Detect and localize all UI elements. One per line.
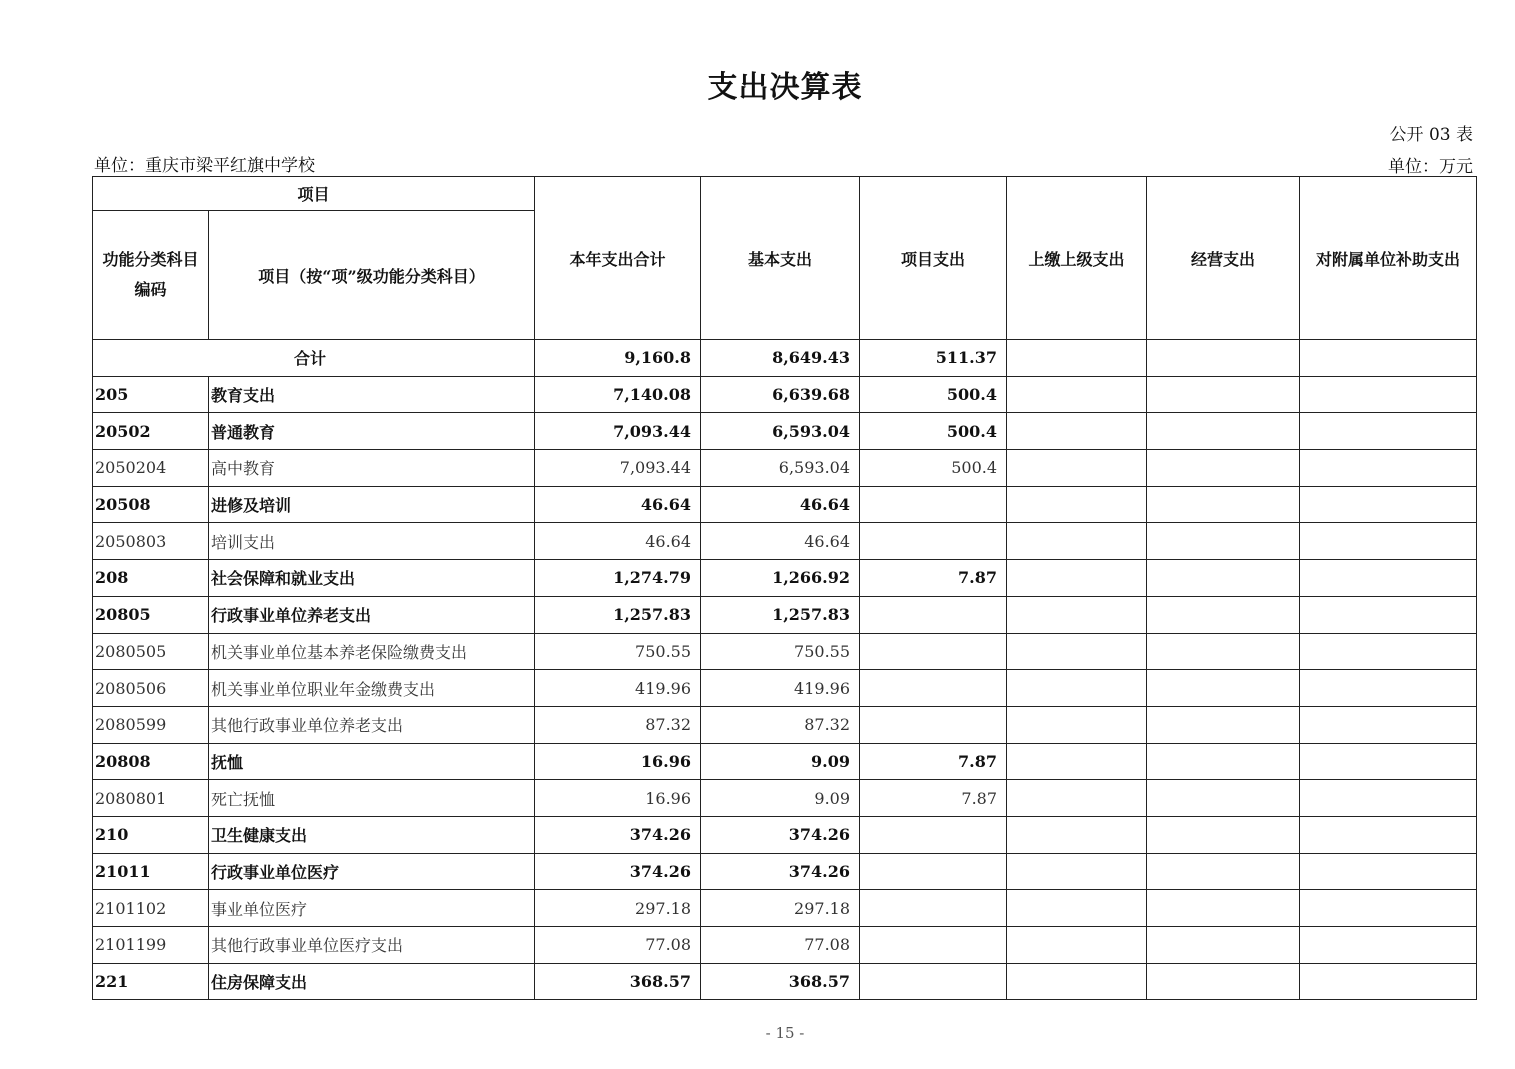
row-subsidy bbox=[1300, 816, 1477, 853]
row-code: 2101102 bbox=[93, 890, 209, 927]
row-upper bbox=[1007, 780, 1147, 817]
total-business bbox=[1147, 340, 1300, 377]
row-project bbox=[860, 670, 1007, 707]
table-row bbox=[93, 450, 1477, 487]
row-business bbox=[1147, 780, 1300, 817]
table-row bbox=[93, 560, 1477, 597]
row-name: 其他行政事业单位医疗支出 bbox=[209, 927, 535, 964]
row-project bbox=[860, 633, 1007, 670]
row-name: 卫生健康支出 bbox=[209, 816, 535, 853]
row-basic: 9.09 bbox=[701, 743, 860, 780]
row-business bbox=[1147, 560, 1300, 597]
row-upper bbox=[1007, 486, 1147, 523]
table-row bbox=[93, 486, 1477, 523]
row-project bbox=[860, 816, 1007, 853]
row-name: 高中教育 bbox=[209, 450, 535, 487]
row-total: 46.64 bbox=[535, 523, 701, 560]
row-subsidy bbox=[1300, 743, 1477, 780]
row-code: 205 bbox=[93, 376, 209, 413]
row-business bbox=[1147, 816, 1300, 853]
row-name: 培训支出 bbox=[209, 523, 535, 560]
total-basic: 8,649.43 bbox=[701, 340, 860, 377]
row-upper bbox=[1007, 413, 1147, 450]
row-business bbox=[1147, 523, 1300, 560]
row-subsidy bbox=[1300, 853, 1477, 890]
row-business bbox=[1147, 670, 1300, 707]
row-subsidy bbox=[1300, 486, 1477, 523]
row-basic: 6,639.68 bbox=[701, 376, 860, 413]
row-basic: 368.57 bbox=[701, 963, 860, 1000]
row-name: 行政事业单位医疗 bbox=[209, 853, 535, 890]
table-row bbox=[93, 816, 1477, 853]
row-code: 2080505 bbox=[93, 633, 209, 670]
row-name: 教育支出 bbox=[209, 376, 535, 413]
row-upper bbox=[1007, 890, 1147, 927]
row-basic: 46.64 bbox=[701, 523, 860, 560]
row-code: 2101199 bbox=[93, 927, 209, 964]
header-func-code: 功能分类科目编码 bbox=[93, 211, 209, 340]
row-basic: 374.26 bbox=[701, 853, 860, 890]
row-subsidy bbox=[1300, 523, 1477, 560]
row-total: 368.57 bbox=[535, 963, 701, 1000]
total-project: 511.37 bbox=[860, 340, 1007, 377]
row-total: 7,093.44 bbox=[535, 413, 701, 450]
row-business bbox=[1147, 853, 1300, 890]
row-upper bbox=[1007, 927, 1147, 964]
row-basic: 419.96 bbox=[701, 670, 860, 707]
row-upper bbox=[1007, 963, 1147, 1000]
row-project bbox=[860, 486, 1007, 523]
row-project bbox=[860, 596, 1007, 633]
row-project bbox=[860, 927, 1007, 964]
table-row bbox=[93, 963, 1477, 1000]
row-upper bbox=[1007, 596, 1147, 633]
row-total: 374.26 bbox=[535, 853, 701, 890]
row-total: 297.18 bbox=[535, 890, 701, 927]
table-row bbox=[93, 596, 1477, 633]
row-code: 20808 bbox=[93, 743, 209, 780]
row-total: 419.96 bbox=[535, 670, 701, 707]
currency-unit: 单位：万元 bbox=[1388, 157, 1473, 177]
row-subsidy bbox=[1300, 927, 1477, 964]
table-row bbox=[93, 780, 1477, 817]
row-project bbox=[860, 706, 1007, 743]
table-row bbox=[93, 706, 1477, 743]
row-total: 16.96 bbox=[535, 780, 701, 817]
row-basic: 374.26 bbox=[701, 816, 860, 853]
row-name: 普通教育 bbox=[209, 413, 535, 450]
row-total: 16.96 bbox=[535, 743, 701, 780]
table-row bbox=[93, 743, 1477, 780]
row-code: 20508 bbox=[93, 486, 209, 523]
row-code: 210 bbox=[93, 816, 209, 853]
row-upper bbox=[1007, 816, 1147, 853]
header-business: 经营支出 bbox=[1147, 177, 1300, 340]
row-name: 行政事业单位养老支出 bbox=[209, 596, 535, 633]
row-total: 77.08 bbox=[535, 927, 701, 964]
row-code: 21011 bbox=[93, 853, 209, 890]
row-business bbox=[1147, 633, 1300, 670]
row-code: 2050803 bbox=[93, 523, 209, 560]
row-subsidy bbox=[1300, 670, 1477, 707]
row-name: 社会保障和就业支出 bbox=[209, 560, 535, 597]
header-project-expenditure: 项目支出 bbox=[860, 177, 1007, 340]
table-row bbox=[93, 890, 1477, 927]
row-total: 7,140.08 bbox=[535, 376, 701, 413]
row-project bbox=[860, 890, 1007, 927]
table-number: 公开 03 表 bbox=[1389, 125, 1473, 145]
row-project: 500.4 bbox=[860, 450, 1007, 487]
row-business bbox=[1147, 376, 1300, 413]
row-upper bbox=[1007, 523, 1147, 560]
row-subsidy bbox=[1300, 376, 1477, 413]
row-project bbox=[860, 523, 1007, 560]
row-name: 抚恤 bbox=[209, 743, 535, 780]
row-business bbox=[1147, 743, 1300, 780]
row-code: 20805 bbox=[93, 596, 209, 633]
page-title: 支出决算表 bbox=[707, 70, 863, 105]
header-subsidy: 对附属单位补助支出 bbox=[1300, 177, 1477, 340]
row-name: 机关事业单位职业年金缴费支出 bbox=[209, 670, 535, 707]
row-basic: 46.64 bbox=[701, 486, 860, 523]
page-number: - 15 - bbox=[765, 1024, 805, 1042]
row-subsidy bbox=[1300, 633, 1477, 670]
row-business bbox=[1147, 890, 1300, 927]
table-row bbox=[93, 633, 1477, 670]
row-subsidy bbox=[1300, 890, 1477, 927]
row-basic: 87.32 bbox=[701, 706, 860, 743]
row-name: 住房保障支出 bbox=[209, 963, 535, 1000]
header-upper-payment: 上缴上级支出 bbox=[1007, 177, 1147, 340]
header-func-name: 项目（按“项”级功能分类科目） bbox=[209, 211, 535, 340]
row-upper bbox=[1007, 743, 1147, 780]
row-upper bbox=[1007, 853, 1147, 890]
row-project: 500.4 bbox=[860, 413, 1007, 450]
row-upper bbox=[1007, 560, 1147, 597]
row-project bbox=[860, 963, 1007, 1000]
row-upper bbox=[1007, 450, 1147, 487]
row-code: 2080506 bbox=[93, 670, 209, 707]
row-name: 进修及培训 bbox=[209, 486, 535, 523]
row-subsidy bbox=[1300, 780, 1477, 817]
row-total: 1,274.79 bbox=[535, 560, 701, 597]
total-row bbox=[93, 340, 1477, 377]
table-row bbox=[93, 853, 1477, 890]
row-name: 机关事业单位基本养老保险缴费支出 bbox=[209, 633, 535, 670]
row-business bbox=[1147, 413, 1300, 450]
row-project: 7.87 bbox=[860, 743, 1007, 780]
row-total: 1,257.83 bbox=[535, 596, 701, 633]
total-label: 合计 bbox=[93, 340, 535, 377]
row-total: 750.55 bbox=[535, 633, 701, 670]
row-basic: 1,257.83 bbox=[701, 596, 860, 633]
row-business bbox=[1147, 486, 1300, 523]
row-name: 死亡抚恤 bbox=[209, 780, 535, 817]
row-subsidy bbox=[1300, 413, 1477, 450]
table-row bbox=[93, 376, 1477, 413]
row-subsidy bbox=[1300, 596, 1477, 633]
organization-unit: 单位：重庆市梁平红旗中学校 bbox=[94, 156, 315, 176]
row-code: 2080801 bbox=[93, 780, 209, 817]
row-project bbox=[860, 853, 1007, 890]
row-upper bbox=[1007, 633, 1147, 670]
header-project: 项目 bbox=[93, 177, 535, 211]
row-subsidy bbox=[1300, 706, 1477, 743]
row-name: 事业单位医疗 bbox=[209, 890, 535, 927]
row-business bbox=[1147, 596, 1300, 633]
row-basic: 77.08 bbox=[701, 927, 860, 964]
row-total: 374.26 bbox=[535, 816, 701, 853]
table-row bbox=[93, 523, 1477, 560]
row-basic: 6,593.04 bbox=[701, 413, 860, 450]
row-basic: 6,593.04 bbox=[701, 450, 860, 487]
row-code: 221 bbox=[93, 963, 209, 1000]
total-subsidy bbox=[1300, 340, 1477, 377]
row-total: 46.64 bbox=[535, 486, 701, 523]
row-project: 500.4 bbox=[860, 376, 1007, 413]
header-basic: 基本支出 bbox=[701, 177, 860, 340]
row-project: 7.87 bbox=[860, 780, 1007, 817]
table-row bbox=[93, 670, 1477, 707]
row-basic: 9.09 bbox=[701, 780, 860, 817]
row-upper bbox=[1007, 376, 1147, 413]
row-code: 2080599 bbox=[93, 706, 209, 743]
table-row bbox=[93, 927, 1477, 964]
row-basic: 1,266.92 bbox=[701, 560, 860, 597]
row-business bbox=[1147, 963, 1300, 1000]
row-business bbox=[1147, 450, 1300, 487]
total-total: 9,160.8 bbox=[535, 340, 701, 377]
row-business bbox=[1147, 927, 1300, 964]
row-upper bbox=[1007, 670, 1147, 707]
row-basic: 297.18 bbox=[701, 890, 860, 927]
row-total: 87.32 bbox=[535, 706, 701, 743]
row-code: 2050204 bbox=[93, 450, 209, 487]
row-subsidy bbox=[1300, 450, 1477, 487]
row-code: 20502 bbox=[93, 413, 209, 450]
total-upper bbox=[1007, 340, 1147, 377]
row-subsidy bbox=[1300, 560, 1477, 597]
row-code: 208 bbox=[93, 560, 209, 597]
row-upper bbox=[1007, 706, 1147, 743]
row-project: 7.87 bbox=[860, 560, 1007, 597]
row-name: 其他行政事业单位养老支出 bbox=[209, 706, 535, 743]
expenditure-table bbox=[92, 176, 1477, 1000]
row-subsidy bbox=[1300, 963, 1477, 1000]
row-total: 7,093.44 bbox=[535, 450, 701, 487]
row-basic: 750.55 bbox=[701, 633, 860, 670]
table-row bbox=[93, 413, 1477, 450]
header-total: 本年支出合计 bbox=[535, 177, 701, 340]
row-business bbox=[1147, 706, 1300, 743]
